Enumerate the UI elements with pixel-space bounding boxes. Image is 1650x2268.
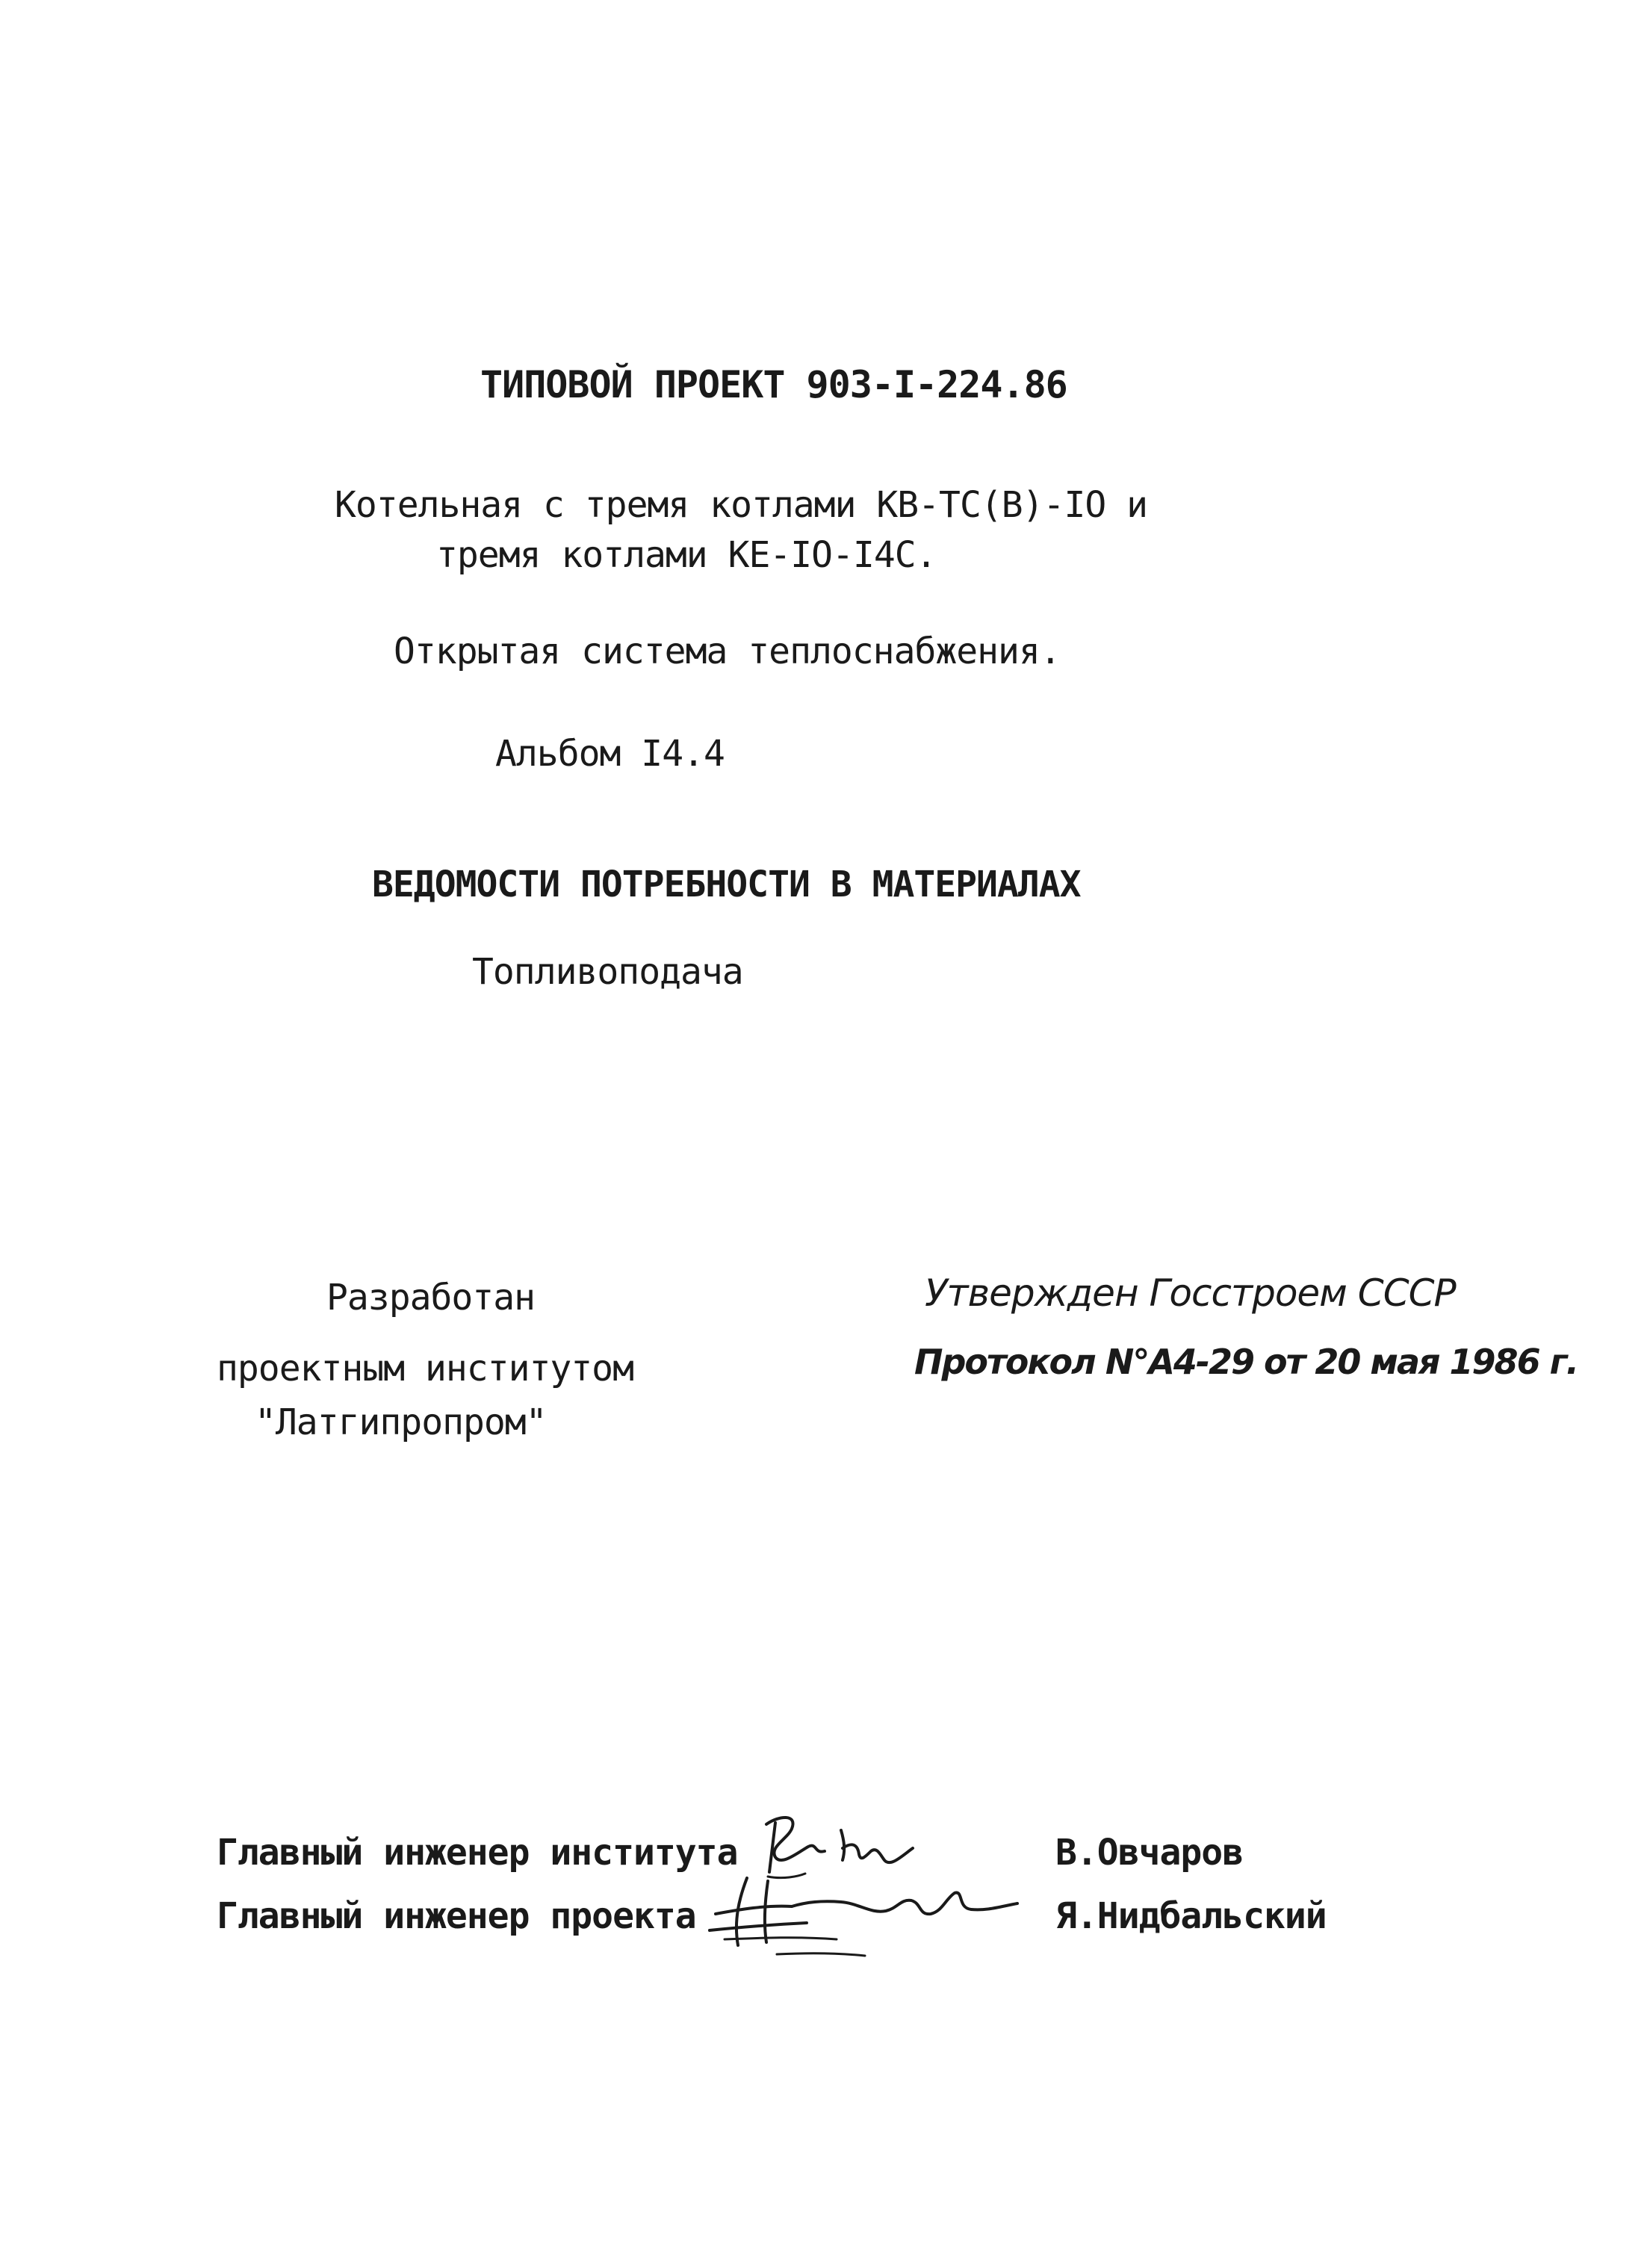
institute-name: "Латгипропром" — [255, 1401, 547, 1443]
chief-engineer-project-name: Я.Нидбальский — [1055, 1895, 1327, 1937]
chief-engineer-project-label: Главный инженер проекта — [217, 1895, 696, 1937]
developed-by-label: Разработан — [326, 1277, 535, 1319]
subject-line-1: Котельная с тремя котлами КВ-ТС(В)-IО и — [335, 484, 1148, 526]
signature-chief-engineer-project — [695, 1868, 1023, 1965]
section-title: ВЕДОМОСТИ ПОТРЕБНОСТИ В МАТЕРИАЛАХ — [372, 864, 1081, 905]
developed-by-institute: проектным институтом — [217, 1348, 633, 1389]
chief-engineer-institute-label: Главный инженер института — [217, 1832, 738, 1874]
subject-line-2: тремя котлами КЕ-IО-I4С. — [436, 534, 937, 576]
heating-system: Открытая система теплоснабжения. — [394, 630, 1061, 672]
approval-stamp-line-1: Утвержден Госстроем СССР — [925, 1271, 1456, 1315]
approval-stamp-line-2: Протокол N°А4-29 от 20 мая 1986 г. — [914, 1342, 1578, 1382]
chief-engineer-institute-name: В.Овчаров — [1055, 1832, 1244, 1874]
section-subtitle: Топливоподача — [472, 951, 743, 993]
project-title: ТИПОВОЙ ПРОЕКТ 903-I-224.86 — [480, 363, 1067, 406]
album-number: Альбом I4.4 — [495, 733, 725, 775]
